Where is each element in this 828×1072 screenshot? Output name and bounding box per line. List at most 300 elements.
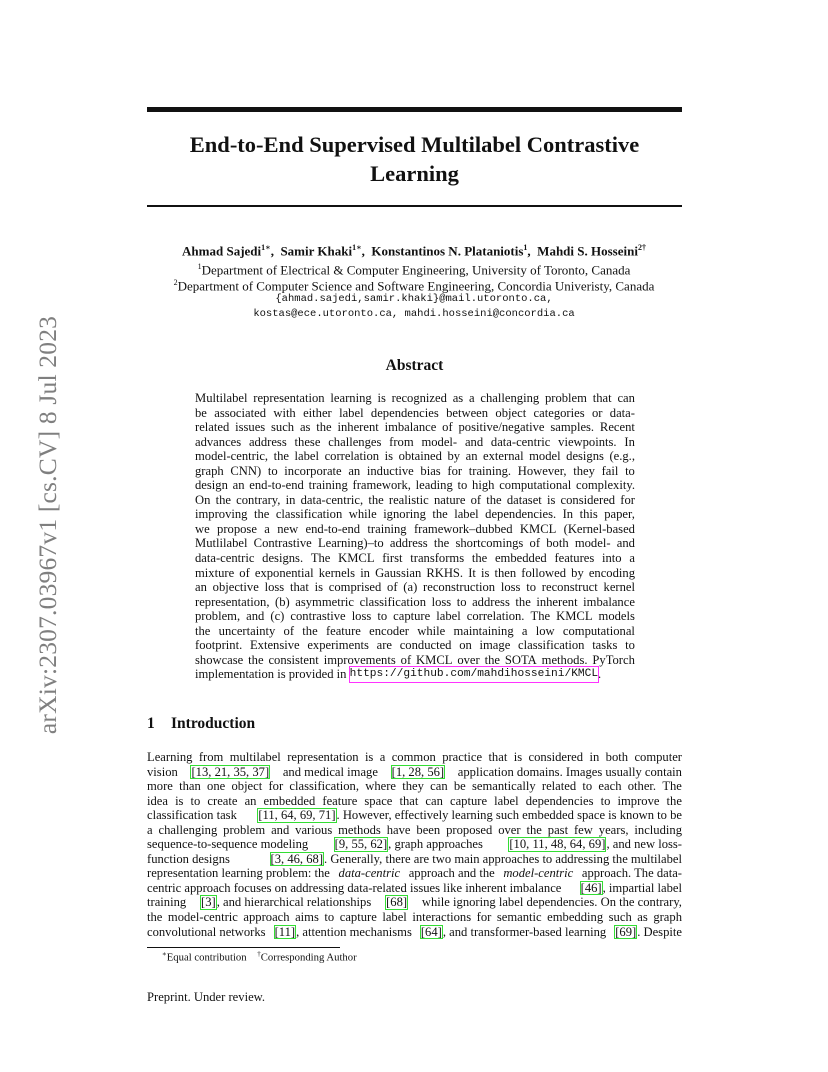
abstract-line bbox=[195, 580, 635, 595]
abstract-word: exponential bbox=[254, 565, 314, 580]
abstract-word: CNN) bbox=[230, 463, 262, 478]
citation-link[interactable]: [11, 64, 69, 71] bbox=[258, 808, 336, 823]
intro-text: , and hierarchical relationships bbox=[216, 895, 372, 910]
abstract-word: PyTorch bbox=[592, 652, 635, 667]
abstract-word: end-to-end bbox=[305, 521, 361, 536]
abstract-word: is bbox=[384, 449, 394, 464]
abstract-text: implementation is provided in bbox=[195, 667, 347, 682]
abstract-line bbox=[195, 609, 635, 624]
abstract-word: designs bbox=[566, 449, 604, 464]
intro-word: approach bbox=[243, 910, 290, 925]
abstract-word: data- bbox=[609, 405, 635, 420]
intro-line bbox=[147, 866, 682, 881]
intro-word: is bbox=[513, 750, 523, 764]
abstract-line bbox=[195, 391, 635, 406]
abstract-word: training. bbox=[468, 463, 512, 478]
abstract-line bbox=[195, 493, 635, 508]
intro-word: they bbox=[402, 779, 424, 794]
abstract-word: the bbox=[316, 420, 332, 435]
abstract-word: loss bbox=[264, 580, 285, 595]
intro-word: various bbox=[295, 822, 333, 837]
abstract-word: address bbox=[472, 594, 510, 609]
section-number: 1 bbox=[147, 715, 155, 732]
code-url-link[interactable]: https://github.com/mahdihosseini/KMCL bbox=[349, 668, 599, 681]
intro-line bbox=[147, 925, 682, 940]
abstract-word: by bbox=[447, 449, 461, 464]
abstract-word: is bbox=[377, 391, 386, 405]
abstract-word: a bbox=[521, 623, 528, 638]
intro-word: The bbox=[662, 779, 682, 794]
abstract-word: an bbox=[465, 449, 478, 464]
intro-word: considered bbox=[528, 750, 584, 764]
abstract-word: footprint. bbox=[195, 638, 243, 653]
abstract-word: viewpoints. bbox=[558, 434, 617, 449]
footnote-mark: † bbox=[257, 950, 261, 958]
intro-word: to bbox=[582, 779, 593, 794]
author-mark: 1∗ bbox=[261, 243, 271, 252]
abstract-word: and bbox=[464, 434, 484, 449]
intro-word: is bbox=[364, 750, 374, 764]
abstract-word: loss bbox=[500, 580, 521, 595]
abstract-word: of bbox=[400, 652, 412, 667]
intro-word: create bbox=[207, 793, 238, 808]
intro-word: the bbox=[666, 793, 682, 808]
abstract-word: and bbox=[616, 536, 635, 551]
intro-word: dependencies bbox=[525, 793, 594, 808]
abstract-word: Extensive bbox=[249, 638, 300, 653]
abstract-line bbox=[195, 595, 635, 610]
abstract-word: recognized bbox=[391, 391, 447, 405]
abstract-word: It bbox=[468, 565, 476, 580]
abstract-word: an bbox=[348, 463, 361, 478]
abstract-word: followed bbox=[521, 565, 567, 580]
abstract-line bbox=[195, 507, 635, 522]
citation-link[interactable]: [68] bbox=[386, 895, 408, 910]
intro-line bbox=[147, 750, 682, 765]
abstract-word: transforms bbox=[410, 551, 465, 566]
abstract-word: loss bbox=[351, 609, 372, 624]
abstract-word: design bbox=[195, 478, 228, 493]
intro-word: multilabel bbox=[229, 750, 281, 764]
intro-word: semantic bbox=[496, 910, 542, 925]
abstract-line bbox=[195, 566, 635, 581]
abstract-line bbox=[195, 522, 635, 537]
intro-word: over bbox=[498, 822, 521, 837]
abstract-word: problem bbox=[544, 391, 587, 405]
intro-text: . However, effectively learning such embedded space is known to be bbox=[336, 808, 682, 823]
intro-word: be bbox=[453, 779, 466, 794]
abstract-word: of bbox=[239, 565, 250, 580]
abstract-word: KMCL bbox=[338, 551, 375, 566]
abstract-word: In bbox=[562, 507, 574, 522]
abstract-word: loss bbox=[431, 594, 452, 609]
abstract-word: can bbox=[617, 391, 635, 405]
intro-text: centric approach focuses on addressing data-related issues like inherent imbalance bbox=[147, 880, 562, 895]
intro-word: more bbox=[147, 779, 173, 794]
abstract-word: address bbox=[248, 434, 287, 449]
abstract-word: (a) bbox=[403, 580, 418, 595]
citation-link[interactable]: [46] bbox=[580, 880, 602, 895]
abstract-word: designs. bbox=[262, 551, 304, 566]
preprint-note: Preprint. Under review. bbox=[147, 990, 266, 1004]
intro-word: than bbox=[179, 779, 201, 794]
intro-word: feature bbox=[322, 793, 358, 808]
intro-word: the bbox=[147, 910, 163, 925]
intro-word: a bbox=[379, 750, 386, 764]
section-heading bbox=[147, 715, 255, 733]
intro-line bbox=[147, 910, 682, 925]
abstract-word: for bbox=[447, 463, 463, 478]
intro-line bbox=[147, 794, 682, 809]
intro-line bbox=[147, 823, 682, 838]
intro-word: practice bbox=[442, 750, 483, 764]
abstract-word: Learning)–to bbox=[317, 536, 384, 551]
intro-word: few bbox=[573, 822, 593, 837]
abstract-word: Gaussian bbox=[375, 565, 422, 580]
abstract-word: both bbox=[546, 536, 569, 551]
abstract-line bbox=[195, 653, 635, 668]
citation-link[interactable]: [9, 55, 62] bbox=[334, 837, 388, 852]
footnote-rule bbox=[147, 947, 340, 948]
abstract-word: while bbox=[417, 623, 446, 638]
abstract-word: conducted bbox=[399, 638, 452, 653]
abstract-word: into bbox=[602, 551, 622, 566]
author-list: Ahmad Sajedi$^{1∗}$, Samir Khaki$^{1∗}$, Konstantinos N. Plataniotis$^1$, Mahdi S. Hosseini$^{2\dagger}$ bbox=[182, 243, 646, 259]
abstract-word: label bbox=[339, 405, 364, 420]
abstract-word: the bbox=[486, 492, 502, 507]
abstract-word: dependencies. bbox=[485, 507, 557, 522]
abstract-word: such bbox=[271, 420, 295, 435]
abstract-line bbox=[195, 536, 635, 551]
abstract-word: are bbox=[376, 638, 392, 653]
abstract-word: in bbox=[360, 565, 370, 580]
abstract-word: kernels bbox=[318, 565, 356, 580]
abstract-word: classification bbox=[518, 638, 585, 653]
abstract-word: to bbox=[457, 478, 468, 493]
affiliation-mark: 2 bbox=[173, 278, 178, 287]
intro-word: classification, bbox=[289, 779, 359, 794]
intro-word: where bbox=[365, 779, 396, 794]
intro-word: label bbox=[382, 910, 407, 925]
intro-text: convolutional networks bbox=[147, 924, 266, 939]
abstract-word: classification bbox=[275, 507, 343, 522]
abstract-word: by bbox=[571, 565, 584, 580]
abstract-word: problem, bbox=[195, 609, 241, 624]
intro-text: , and new loss- bbox=[606, 837, 682, 852]
abstract-word: training bbox=[367, 521, 407, 536]
abstract-word: model- bbox=[421, 434, 458, 449]
abstract-word: Multilabel bbox=[195, 391, 248, 405]
abstract-word: maintaining bbox=[453, 623, 514, 638]
abstract-word: considered bbox=[560, 492, 616, 507]
abstract-word: of bbox=[529, 536, 541, 551]
abstract-word: correlation. bbox=[466, 609, 525, 624]
abstract-word: low bbox=[535, 623, 555, 638]
abstract-word: in bbox=[285, 492, 296, 507]
footnote-text: Corresponding Author bbox=[260, 951, 357, 964]
abstract-word: new bbox=[277, 521, 299, 536]
abstract-word: data-centric, bbox=[300, 492, 364, 507]
abstract-word: the bbox=[515, 594, 531, 609]
intro-line bbox=[147, 881, 682, 896]
abstract-word: representation bbox=[253, 391, 325, 405]
abstract-word: high bbox=[472, 478, 495, 493]
abstract-word: obtained bbox=[398, 449, 442, 464]
abstract-word: a bbox=[264, 521, 270, 536]
abstract-word: the bbox=[484, 652, 500, 667]
abstract-word: the bbox=[471, 551, 488, 566]
intro-word: in bbox=[589, 750, 600, 764]
abstract-word: KMCL bbox=[556, 609, 593, 624]
abstract-word: to bbox=[625, 638, 635, 653]
intro-word: common bbox=[391, 750, 436, 764]
abstract-word: models bbox=[598, 609, 635, 624]
abstract-word: contrastive bbox=[290, 609, 346, 624]
abstract-word: challenging bbox=[480, 391, 540, 405]
citation-link[interactable]: [69] bbox=[615, 924, 637, 939]
intro-word: embedding bbox=[547, 910, 604, 925]
abstract-word: the bbox=[273, 449, 290, 464]
abstract-word: methods. bbox=[541, 652, 588, 667]
abstract-line bbox=[195, 449, 635, 464]
abstract-word: the bbox=[248, 652, 264, 667]
abstract-word: KMCL bbox=[416, 652, 453, 667]
author-name: Samir Khaki bbox=[280, 243, 353, 259]
abstract-word: learning bbox=[330, 391, 372, 405]
title-top-rule bbox=[147, 107, 682, 112]
citation-link[interactable]: [64] bbox=[420, 924, 442, 939]
intro-text: , and transformer-based learning bbox=[442, 924, 607, 939]
intro-word: to bbox=[324, 910, 335, 925]
affiliation-text: Department of Electrical & Computer Engineering, University of Toronto, Canada bbox=[201, 262, 631, 278]
abstract-word: training bbox=[308, 478, 348, 493]
abstract-word: The bbox=[530, 609, 551, 624]
intro-word: improve bbox=[617, 793, 660, 808]
introduction-body bbox=[147, 750, 682, 939]
abstract-word: realistic bbox=[388, 492, 429, 507]
abstract-word: Recent bbox=[599, 420, 635, 435]
abstract-word: representation, bbox=[195, 594, 270, 609]
abstract-word: and bbox=[246, 609, 265, 624]
abstract-word: kernel bbox=[603, 580, 635, 595]
abstract-word: capture bbox=[393, 609, 431, 624]
author-name: Ahmad Sajedi bbox=[182, 243, 262, 259]
abstract-word: (Kernel-based bbox=[563, 521, 635, 536]
intro-text: vision bbox=[147, 764, 178, 779]
abstract-word: (c) bbox=[270, 609, 285, 624]
abstract-word: the bbox=[195, 623, 211, 638]
abstract-word: model- bbox=[574, 536, 611, 551]
citation-link[interactable]: [10, 11, 48, 64, 69] bbox=[509, 837, 606, 852]
footnote-mark: ∗ bbox=[162, 950, 167, 958]
abstract-word: or bbox=[591, 405, 603, 420]
abstract-word: this bbox=[579, 507, 598, 522]
abstract-word: The bbox=[310, 551, 331, 566]
paper-title bbox=[147, 130, 682, 188]
abstract-word: as bbox=[299, 420, 311, 435]
intro-word: graph bbox=[653, 910, 682, 925]
arxiv-watermark: arXiv:2307.03967v1 [cs.CV] 8 Jul 2023 bbox=[33, 315, 62, 735]
intro-word: semantically bbox=[472, 779, 536, 794]
abstract-word: reconstruct bbox=[541, 580, 598, 595]
abstract-word: fail bbox=[601, 463, 619, 478]
intro-text: representation learning problem: the bbox=[147, 866, 330, 881]
abstract-word: object bbox=[495, 405, 527, 420]
intro-word: computer bbox=[634, 750, 682, 764]
abstract-word: an bbox=[232, 478, 245, 493]
footnote-text: Equal contribution bbox=[166, 951, 247, 964]
abstract-word: from bbox=[389, 434, 414, 449]
abstract-word: issues bbox=[235, 420, 266, 435]
intro-word: related bbox=[541, 779, 577, 794]
abstract-word: model-centric, bbox=[195, 449, 269, 464]
abstract-word: the bbox=[302, 623, 318, 638]
abstract-word: features bbox=[554, 551, 595, 566]
abstract-word: data-centric bbox=[490, 434, 551, 449]
title-line-2: Learning bbox=[370, 161, 459, 186]
abstract-word: to bbox=[526, 580, 537, 595]
affiliation-text: Department of Computer Science and Software Engineering, Concordia Univeristy, Canada bbox=[177, 278, 655, 294]
abstract-word: that bbox=[592, 391, 612, 405]
abstract-word: inductive bbox=[366, 463, 414, 478]
abstract-word: the bbox=[215, 492, 231, 507]
intro-word: can bbox=[425, 793, 443, 808]
intro-line bbox=[147, 837, 682, 852]
abstract-word: image bbox=[479, 638, 511, 653]
intro-word: and bbox=[271, 822, 290, 837]
abstract-word: related bbox=[195, 420, 230, 435]
email-line-2: kostas@ece.utoronto.ca, mahdi.hosseini@concordia.ca bbox=[253, 308, 575, 320]
abstract-word: Contrastive bbox=[253, 536, 312, 551]
abstract-word: (b) bbox=[275, 594, 290, 609]
abstract-word: categories bbox=[533, 405, 585, 420]
email-line-1: {ahmad.sajedi,samir.khaki}@mail.utoronto.ca, bbox=[275, 293, 553, 305]
intro-word: is bbox=[175, 793, 184, 808]
abstract-word: contrary, bbox=[236, 492, 281, 507]
intro-word: Learning bbox=[147, 750, 193, 764]
abstract-line bbox=[195, 638, 635, 653]
abstract-word: first bbox=[382, 551, 403, 566]
intro-text: , impartial label bbox=[602, 880, 682, 895]
abstract-line bbox=[195, 478, 635, 493]
intro-word: years, bbox=[598, 822, 629, 837]
citation-link[interactable]: [13, 21, 35, 37] bbox=[191, 764, 270, 779]
intro-word: from bbox=[198, 750, 224, 764]
abstract-word: is bbox=[546, 492, 556, 507]
intro-word: label bbox=[494, 793, 519, 808]
abstract-word: dependencies bbox=[370, 405, 439, 420]
abstract-word: the bbox=[432, 507, 448, 522]
abstract-word: KMCL bbox=[519, 521, 557, 536]
citation-link[interactable]: [11] bbox=[274, 924, 296, 939]
abstract-word: label bbox=[436, 609, 461, 624]
intro-word: methods bbox=[338, 822, 381, 837]
abstract-word: computational bbox=[562, 623, 635, 638]
abstract-word: incorporate bbox=[284, 463, 342, 478]
affiliation-mark: 1 bbox=[197, 262, 202, 271]
intro-word: to bbox=[600, 793, 611, 808]
citation-link[interactable]: [1, 28, 56] bbox=[391, 764, 445, 779]
abstract-word: leading bbox=[415, 478, 453, 493]
abstract-word: graph bbox=[195, 463, 224, 478]
abstract-word: nature bbox=[433, 492, 466, 507]
abstract-word: Mutlilabel bbox=[195, 536, 248, 551]
author-mark: 2† bbox=[637, 243, 646, 252]
intro-word: capture bbox=[339, 910, 377, 925]
abstract-word: embedded bbox=[494, 551, 547, 566]
intro-word: to bbox=[190, 793, 201, 808]
abstract-word: In bbox=[624, 434, 635, 449]
abstract-word: an bbox=[195, 580, 207, 595]
intro-word: such bbox=[608, 910, 632, 925]
citation-link[interactable]: [3, 46, 68] bbox=[270, 851, 324, 866]
abstract-word: (e.g., bbox=[609, 449, 635, 464]
intro-word: other. bbox=[627, 779, 657, 794]
abstract-word: either bbox=[303, 405, 332, 420]
abstract-word: we bbox=[195, 521, 210, 536]
abstract-word: framework–dubbed bbox=[413, 521, 513, 536]
abstract-word: dataset bbox=[506, 492, 542, 507]
intro-word: embedded bbox=[263, 793, 316, 808]
abstract-word: classification bbox=[359, 594, 427, 609]
abstract-word: RKHS. bbox=[426, 565, 464, 580]
abstract-word: improving bbox=[195, 507, 248, 522]
intro-text: application domains. Images usually contain bbox=[457, 764, 682, 779]
intro-word: that bbox=[399, 793, 419, 808]
abstract-word: challenges bbox=[328, 434, 382, 449]
citation-link[interactable]: [3] bbox=[201, 895, 216, 910]
intro-line bbox=[147, 852, 682, 867]
abstract-word: imbalance bbox=[384, 420, 437, 435]
abstract-body bbox=[195, 391, 635, 682]
intro-word: each bbox=[598, 779, 622, 794]
abstract-word: positive/negative bbox=[458, 420, 545, 435]
abstract-word: to bbox=[625, 463, 635, 478]
intro-text: sequence-to-sequence modeling bbox=[147, 837, 309, 852]
abstract-word: end-to-end bbox=[249, 478, 304, 493]
abstract-word: a bbox=[629, 551, 635, 566]
abstract-word: then bbox=[494, 565, 517, 580]
abstract-word: complexity. bbox=[575, 478, 635, 493]
abstract-word: be bbox=[195, 405, 207, 420]
abstract-line bbox=[195, 464, 635, 479]
abstract-word: samples. bbox=[550, 420, 595, 435]
abstract-word: bias bbox=[420, 463, 441, 478]
abstract-word: encoding bbox=[588, 565, 635, 580]
intro-word: idea bbox=[147, 793, 168, 808]
abstract-word: they bbox=[573, 463, 595, 478]
abstract-word: data-centric bbox=[195, 551, 255, 566]
abstract-word: of bbox=[387, 580, 398, 595]
abstract-word: On bbox=[195, 492, 211, 507]
intro-word: the bbox=[526, 822, 542, 837]
intro-line bbox=[147, 808, 682, 823]
abstract-word: the bbox=[368, 492, 384, 507]
intro-word: problem bbox=[223, 822, 266, 837]
title-line-1: End-to-End Supervised Multilabel Contrastive bbox=[189, 132, 640, 157]
abstract-word: consistent bbox=[268, 652, 319, 667]
abstract-word: of bbox=[470, 492, 482, 507]
abstract-word: to bbox=[456, 594, 467, 609]
abstract-word: with bbox=[273, 405, 296, 420]
intro-line bbox=[147, 895, 682, 910]
intro-word: object bbox=[231, 779, 263, 794]
abstract-line bbox=[195, 435, 635, 450]
abstract-word: while bbox=[348, 507, 377, 522]
intro-text: , attention mechanisms bbox=[296, 924, 412, 939]
footnote bbox=[162, 950, 357, 964]
abstract-word: inherent bbox=[337, 420, 379, 435]
